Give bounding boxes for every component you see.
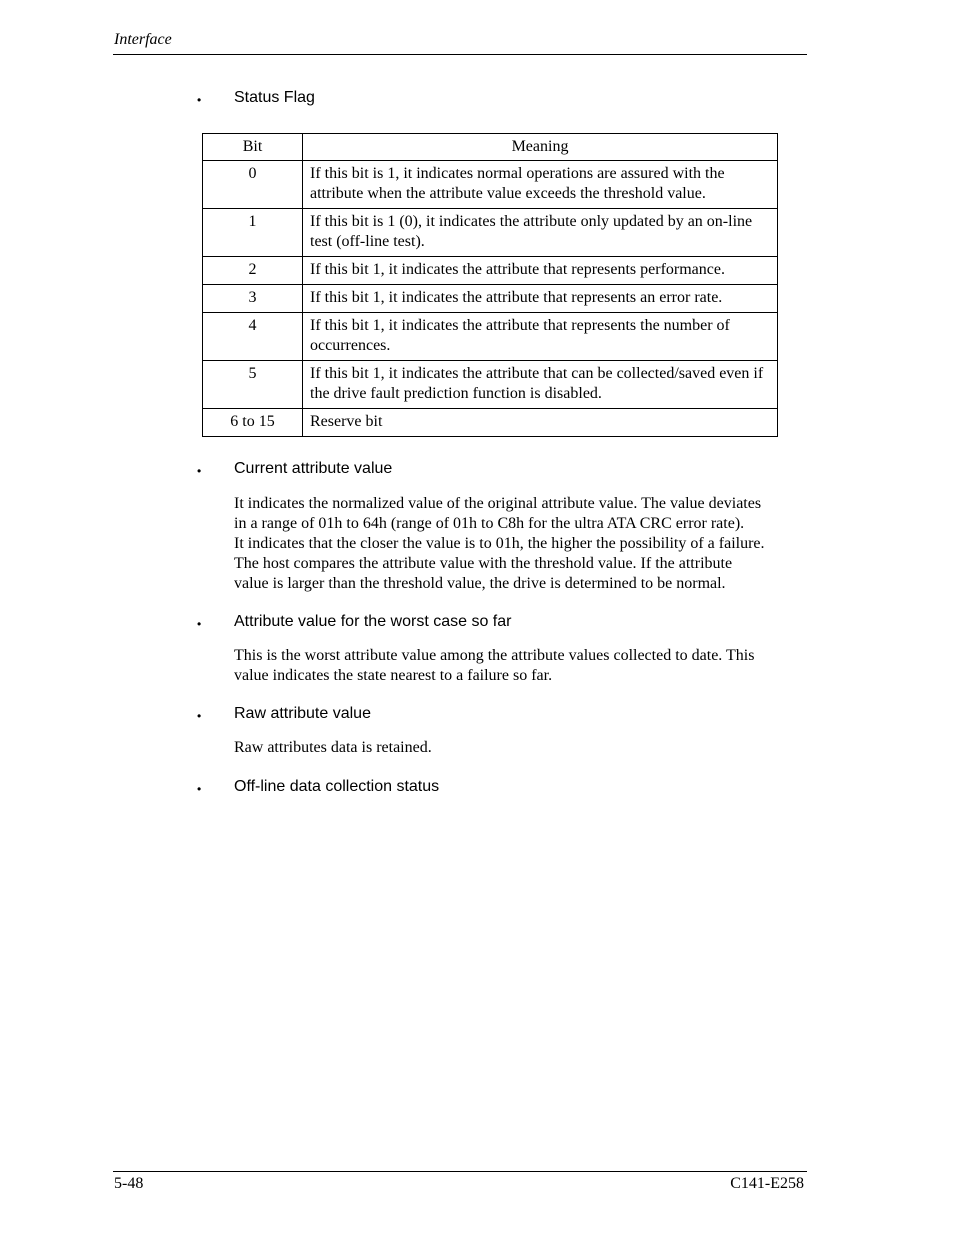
paragraph-line: value is larger than the threshold value, the drive is determined to be normal. <box>234 575 726 592</box>
table-row <box>203 285 778 313</box>
paragraph-line: It indicates that the closer the value is to 01h, the higher the possibility of a failure. <box>234 535 765 552</box>
table-cell-meaning: If this bit is 1 (0), it indicates the attribute only updated by an on-line test (off-line test). <box>303 209 778 257</box>
table-cell-bit: 1 <box>203 209 303 257</box>
offline-status-heading: Off-line data collection status <box>234 778 440 795</box>
current-value-heading: Current attribute value <box>234 460 393 477</box>
table-row <box>203 161 778 209</box>
status-flag-table <box>202 133 778 437</box>
footer-divider <box>113 1171 807 1172</box>
header-title: Interface <box>114 31 172 48</box>
table-row <box>203 209 778 257</box>
paragraph-line: This is the worst attribute value among the attribute values collected to date. This <box>234 647 755 664</box>
raw-value-heading: Raw attribute value <box>234 705 371 722</box>
paragraph-line: value indicates the state nearest to a failure so far. <box>234 667 553 684</box>
table-cell-meaning: If this bit 1, it indicates the attribute that represents performance. <box>303 257 778 285</box>
table-cell-meaning: If this bit 1, it indicates the attribute that represents an error rate. <box>303 285 778 313</box>
page-number: 5-48 <box>114 1175 144 1192</box>
table-cell-bit: 6 to 15 <box>203 409 303 437</box>
worst-case-heading: Attribute value for the worst case so far <box>234 613 512 630</box>
bullet-icon: • <box>197 464 202 478</box>
bullet-icon: • <box>197 93 202 107</box>
status-flag-heading: Status Flag <box>234 89 315 106</box>
header-divider <box>113 54 807 55</box>
bullet-icon: • <box>197 782 202 796</box>
table-header-meaning: Meaning <box>303 134 778 161</box>
table-cell-meaning: Reserve bit <box>303 409 778 437</box>
table-cell-meaning: If this bit 1, it indicates the attribute that can be collected/saved even if the drive fault prediction function is disabled. <box>303 361 778 409</box>
table-row <box>203 313 778 361</box>
table-header-row <box>203 134 778 161</box>
bullet-icon: • <box>197 709 202 723</box>
table-cell-bit: 0 <box>203 161 303 209</box>
raw-value-paragraph <box>234 738 810 758</box>
table-cell-bit: 3 <box>203 285 303 313</box>
table-cell-bit: 5 <box>203 361 303 409</box>
table-header-bit: Bit <box>203 134 303 161</box>
bullet-icon: • <box>197 617 202 631</box>
table-cell-meaning: If this bit is 1, it indicates normal operations are assured with the attribute when the attribute value exceeds the threshold value. <box>303 161 778 209</box>
paragraph-line: The host compares the attribute value with the threshold value. If the attribute <box>234 555 733 572</box>
table-row <box>203 361 778 409</box>
table-cell-bit: 2 <box>203 257 303 285</box>
table-row <box>203 257 778 285</box>
worst-case-paragraph <box>234 646 810 686</box>
paragraph-line: in a range of 01h to 64h (range of 01h to C8h for the ultra ATA CRC error rate). <box>234 515 745 532</box>
document-code: C141-E258 <box>730 1175 804 1192</box>
table-cell-meaning: If this bit 1, it indicates the attribute that represents the number of occurrences. <box>303 313 778 361</box>
table-cell-bit: 4 <box>203 313 303 361</box>
paragraph-line: It indicates the normalized value of the original attribute value. The value deviates <box>234 495 762 512</box>
table-row <box>203 409 778 437</box>
current-value-paragraph <box>234 494 810 594</box>
paragraph-line: Raw attributes data is retained. <box>234 739 432 756</box>
